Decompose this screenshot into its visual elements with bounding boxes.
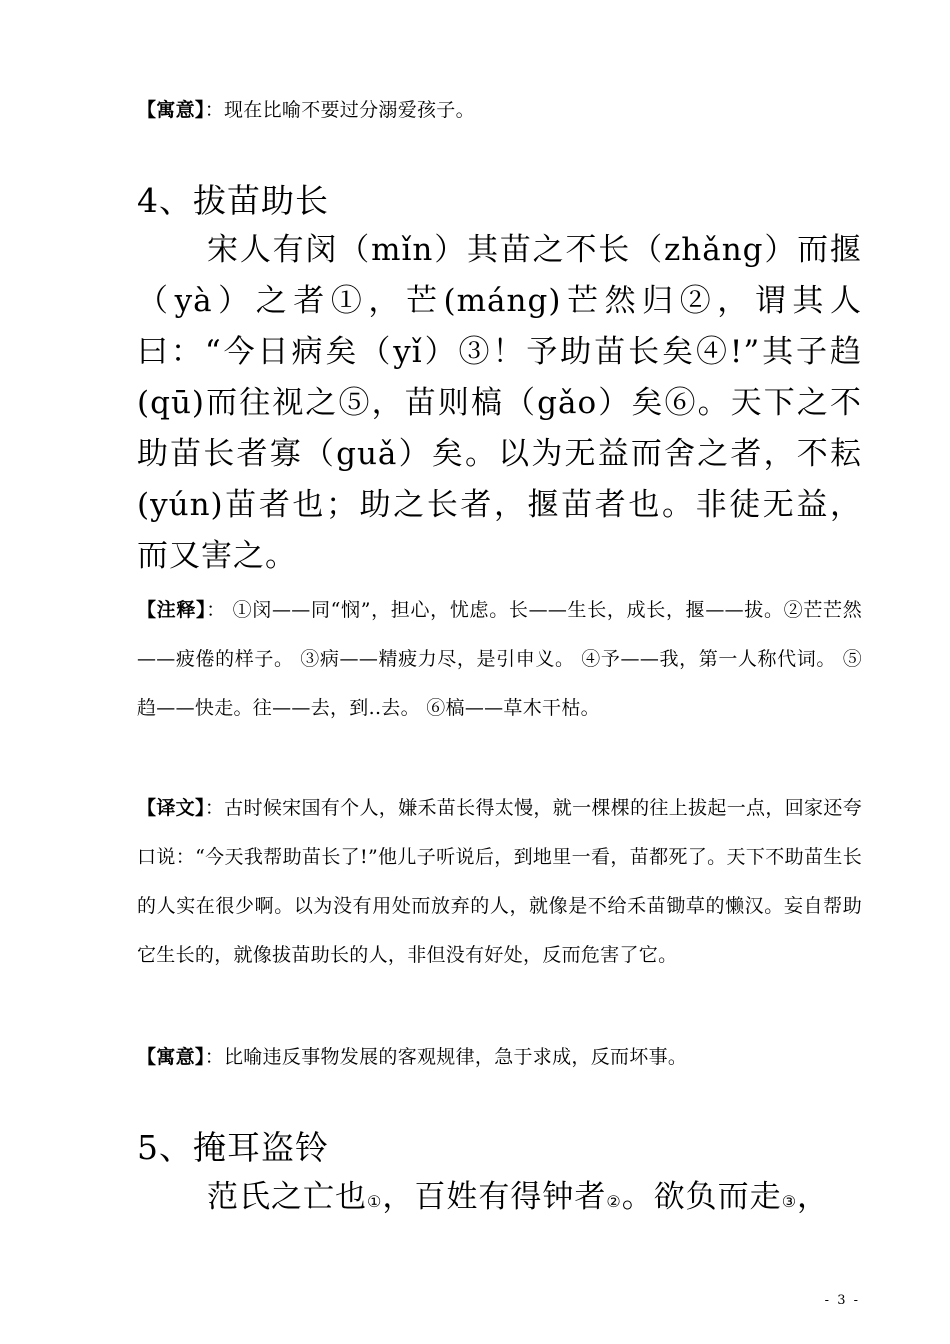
translation-text: ：古时候宋国有个人，嫌禾苗长得太慢，就一棵棵的往上拔起一点，回家还夸口说：“今天我帮助苗长了!”他儿子听说后，到地里一看，苗都死了。天下不助苗生长的人实在很少啊。以为没有用处而放弃的人，就像是不给禾苗锄草的懒汉。妄自帮助它生长的，就像拔苗助长的人，非但没有好处，反而危害了它。 (137, 797, 863, 966)
translation-label: 【译文】 (137, 797, 205, 819)
story-4-heading: 4、拔苗助长 (137, 181, 329, 220)
story-5-heading: 5、掩耳盗铃 (137, 1128, 329, 1167)
footnote-marker-3: ③ (781, 1192, 798, 1211)
page-number: - 3 - (824, 1293, 860, 1308)
story-5-text-1: 范氏之亡也 (207, 1179, 367, 1215)
moral-text-4: ：比喻违反事物发展的客观规律，急于求成，反而坏事。 (204, 1046, 688, 1068)
story-5-text-2: ，百姓有得钟者 (382, 1179, 607, 1215)
story-5-body-text (137, 1179, 829, 1215)
story-4-body (137, 225, 862, 582)
story-5-body (137, 1172, 862, 1227)
footnote-marker-2: ② (606, 1192, 622, 1211)
story-4-notes (137, 586, 862, 733)
story-5-text-4: ， (797, 1179, 830, 1215)
moral-paragraph-top (137, 86, 862, 135)
moral-label-4: 【寓意】 (137, 1046, 205, 1068)
moral-label: 【寓意】 (137, 99, 205, 121)
notes-label: 【注释】 (137, 599, 207, 621)
notes-text: ： ①闵——同“悯”，担心，忧虑。长——生长，成长，揠——拔。②芒芒然——疲倦的样子。 ③病——精疲力尽，是引申义。 ④予——我，第一人称代词。 ⑤趋——快走。往——去，到..去。 ⑥槁——草木干枯。 (137, 599, 863, 719)
footnote-marker-1: ① (367, 1192, 383, 1211)
story-5-text-3: 。欲负而走 (621, 1179, 782, 1215)
story-4-body-text: 宋人有闵（mǐn）其苗之不长（zhǎng）而揠（yà）之者①，芒(máng)芒然归②，谓其人曰：“今日病矣（yǐ）③！予助苗长矣④!”其子趋(qū)而往视之⑤，苗则槁（gǎo）矣⑥。天下之不助苗长者寡（guǎ）矣。以为无益而舍之者，不耘(yún)苗者也；助之长者，揠苗者也。非徒无益，而又害之。 (137, 232, 862, 574)
story-4-translation (137, 784, 862, 980)
story-4-moral (137, 1033, 862, 1082)
moral-text: ：现在比喻不要过分溺爱孩子。 (204, 99, 475, 121)
